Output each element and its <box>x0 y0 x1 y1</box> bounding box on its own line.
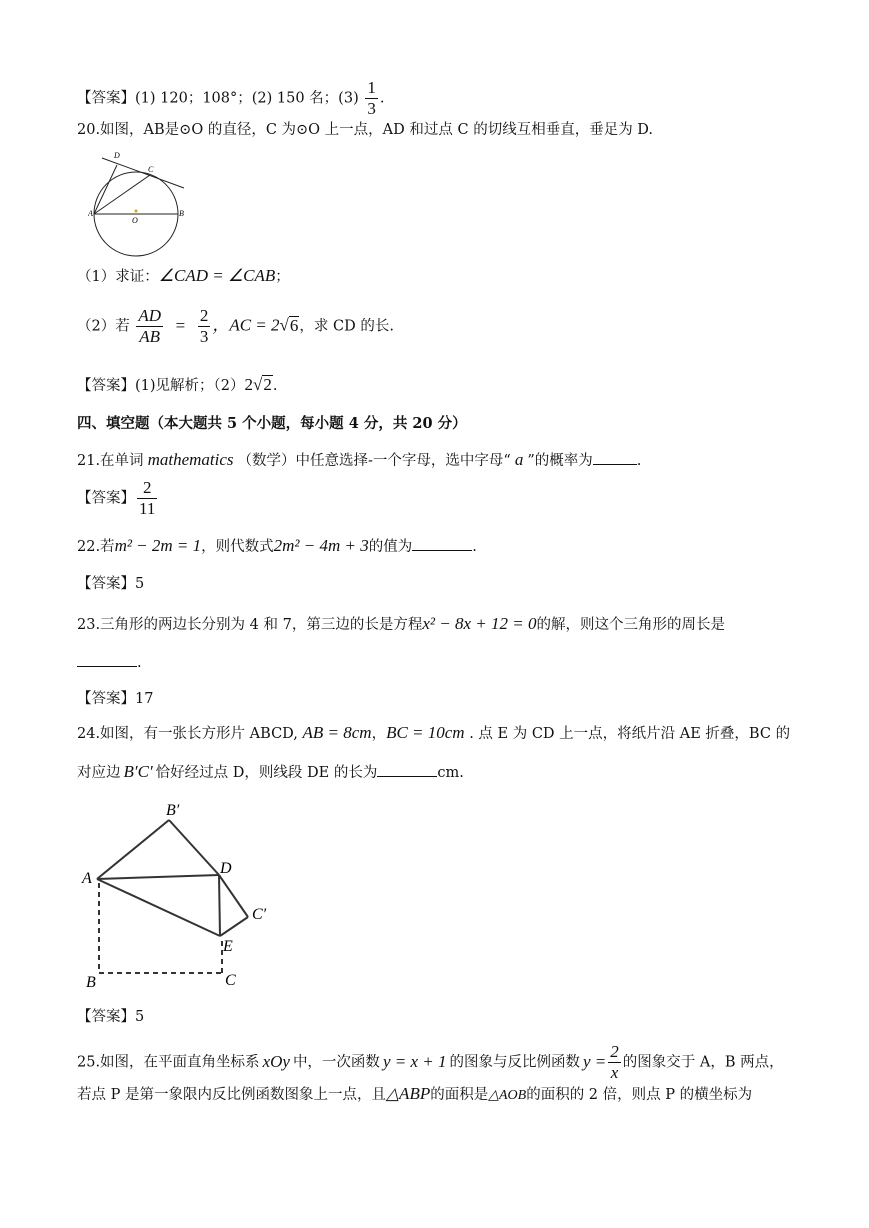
fig24-label-a: A <box>82 870 92 887</box>
q22-answer-blank[interactable] <box>412 536 472 551</box>
question-24: 24.如图，有一张长方形片 ABCD, AB = 8cm，BC = 10cm . 点 E 为 CD 上一点，将纸片沿 AE 折叠，BC 的 <box>77 723 791 742</box>
fig24-label-e: E <box>223 938 233 955</box>
question-22: 22.若m² − 2m = 1，则代数式2m² − 4m + 3的值为 . <box>77 536 477 555</box>
fig24-label-c-prime: C′ <box>252 906 267 923</box>
answer-20: 【答案】(1)见解析；（2）2√2. <box>77 375 278 394</box>
question-25-line-2: 若点 P 是第一象限内反比例函数图象上一点，且△ABP的面积是△AOB的面积的 2 倍，则点 P 的横坐标为 <box>77 1084 753 1103</box>
fig24-label-c: C <box>225 972 236 989</box>
fig24-label-b: B <box>86 974 96 991</box>
answer-22: 【答案】5 <box>77 576 145 592</box>
fig24-label-d: D <box>220 860 232 877</box>
question-23-blank-line: . <box>77 652 142 673</box>
question-20-part-1: （1）求证：∠CAD = ∠CAB； <box>77 266 290 285</box>
q23-answer-blank[interactable] <box>77 652 137 667</box>
fig20-label-c: C <box>148 165 154 174</box>
answer-19-text: 【答案】(1) 120；108°；(2) 150 名；(3) <box>77 90 359 107</box>
question-20: 20.如图，AB是⊙O 的直径，C 为⊙O 上一点，AD 和过点 C 的切线互相垂直，垂足为 D. <box>77 122 654 138</box>
answer-19: 【答案】(1) 120；108°；(2) 150 名；(3) $\frac{1}{3}$ . <box>77 78 385 118</box>
fig20-label-d: D <box>114 151 120 160</box>
fig20-label-b: B <box>179 209 184 218</box>
question-20-part-2: （2）若 $\frac{AD}{AB}$ = $\frac{2}{3}$ ，AC = 2√6，求 CD 的长. <box>77 306 394 346</box>
fig20-label-o: O <box>132 216 138 225</box>
figure-24-fold <box>80 795 285 995</box>
answer-19-fraction: $\frac{1}{3}$ <box>367 78 376 118</box>
q25-fraction-2-over-x: $\frac{2}{x}$ <box>610 1042 619 1082</box>
fig20-label-a: A <box>88 209 93 218</box>
q21-answer-blank[interactable] <box>593 450 637 465</box>
q20-fraction-2-3: $\frac{2}{3}$ <box>199 306 209 346</box>
answer-21: 【答案】 $\frac{2}{11}$ <box>77 478 156 518</box>
question-25: 25.如图，在平面直角坐标系 xOy 中，一次函数 y = x + 1 的图象与反比例函数 y = $\frac{2}{x}$ 的图象交于 A，B 两点， <box>77 1042 784 1082</box>
fig24-label-b-prime: B′ <box>166 802 180 819</box>
q20-fraction-ad-ab: $\frac{AD}{AB}$ <box>138 306 162 346</box>
question-24-line-2: 对应边 B′C′ 恰好经过点 D，则线段 DE 的长为 cm. <box>77 762 464 781</box>
q24-answer-blank[interactable] <box>377 762 437 777</box>
figure-20-circle <box>88 148 193 260</box>
question-23: 23.三角形的两边长分别为 4 和 7，第三边的长是方程x² − 8x + 12 = 0的解，则这个三角形的周长是 <box>77 614 725 633</box>
answer-21-fraction: $\frac{2}{11}$ <box>139 478 156 518</box>
answer-24: 【答案】5 <box>77 1009 145 1025</box>
answer-23: 【答案】17 <box>77 691 154 707</box>
section-4-heading: 四、填空题（本大题共 5 个小题，每小题 4 分，共 20 分） <box>77 415 467 432</box>
question-21: 21.在单词 mathematics （数学）中任意选择-一个字母，选中字母“ a ”的概率为 . <box>77 450 642 469</box>
